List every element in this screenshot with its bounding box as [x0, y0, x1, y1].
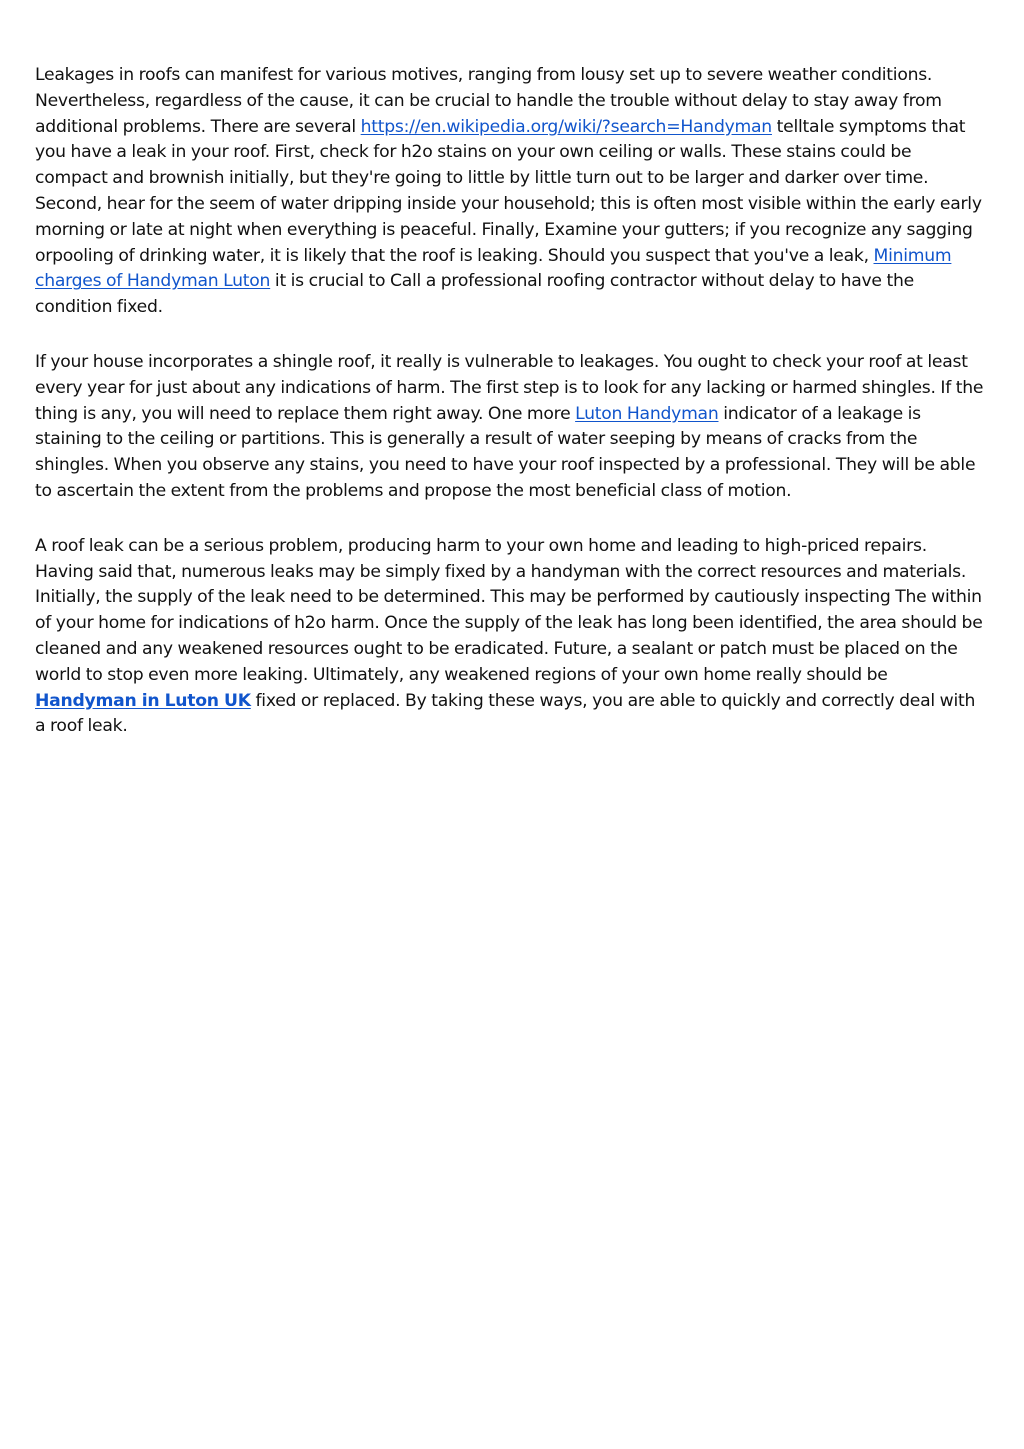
paragraph-3-text-a: A roof leak can be a serious problem, producing harm to your own home and leading to high-priced repairs. Having said that, numerous leaks may be simply fixed by a handyman with the correct resources and materials. Initially, the supply of the leak need to be determined. This may be performed by cautiously inspecting The within of your home for indications of h2o harm. Once the supply of the leak has long been identified, the area should be cleaned and any weakened resources ought to be eradicated. Future, a sealant or patch must be placed on the world to stop even more leaking. Ultimately, any weakened regions of your own home really should be [35, 535, 983, 685]
luton-handyman-link[interactable]: Luton Handyman [575, 403, 719, 424]
handyman-in-luton-uk-link[interactable]: Handyman in Luton UK [35, 690, 251, 711]
minimum-charges-link[interactable]: Minimum charges of Handyman Luton [35, 245, 952, 292]
paragraph-1-text-a: Leakages in roofs can manifest for various motives, ranging from lousy set up to severe weather conditions. Nevertheless, regardless of the cause, it can be crucial to handle the trouble without delay to stay away from additional problems. There are several [35, 65, 942, 137]
paragraph-3 [35, 534, 987, 740]
paragraph-1-text-b: telltale symptoms that you have a leak in your roof. First, check for h2o stains on your own ceiling or walls. These stains could be compact and brownish initially, but they're going to little by little turn out to be larger and darker over time. Second, hear for the seem of water dripping inside your household; this is often most visible within the early early morning or late at night when everything is peaceful. Finally, Examine your gutters; if you recognize any sagging orpooling of drinking water, it is likely that the roof is leaking. Should you suspect that you've a leak, [35, 116, 982, 266]
paragraph-1 [35, 63, 987, 321]
wikipedia-handyman-link[interactable]: https://en.wikipedia.org/wiki/?search=Handyman [360, 116, 772, 137]
paragraph-2-text-a: If your house incorporates a shingle roof, it really is vulnerable to leakages. You ought to check your roof at least every year for just about any indications of harm. The first step is to look for any lacking or harmed shingles. If the thing is any, you will need to replace them right away. One more [35, 351, 984, 424]
paragraph-2 [35, 350, 987, 505]
paragraph-1-text-c: it is crucial to Call a professional roofing contractor without delay to have the condition fixed. [35, 271, 914, 318]
paragraph-3-text-b: fixed or replaced. By taking these ways, you are able to quickly and correctly deal with a roof leak. [35, 690, 976, 737]
document-body [35, 63, 987, 769]
paragraph-2-text-b: indicator of a leakage is staining to the ceiling or partitions. This is generally a result of water seeping by means of cracks from the shingles. When you observe any stains, you need to have your roof inspected by a professional. They will be able to ascertain the extent from the problems and propose the most beneficial class of motion. [35, 403, 976, 501]
